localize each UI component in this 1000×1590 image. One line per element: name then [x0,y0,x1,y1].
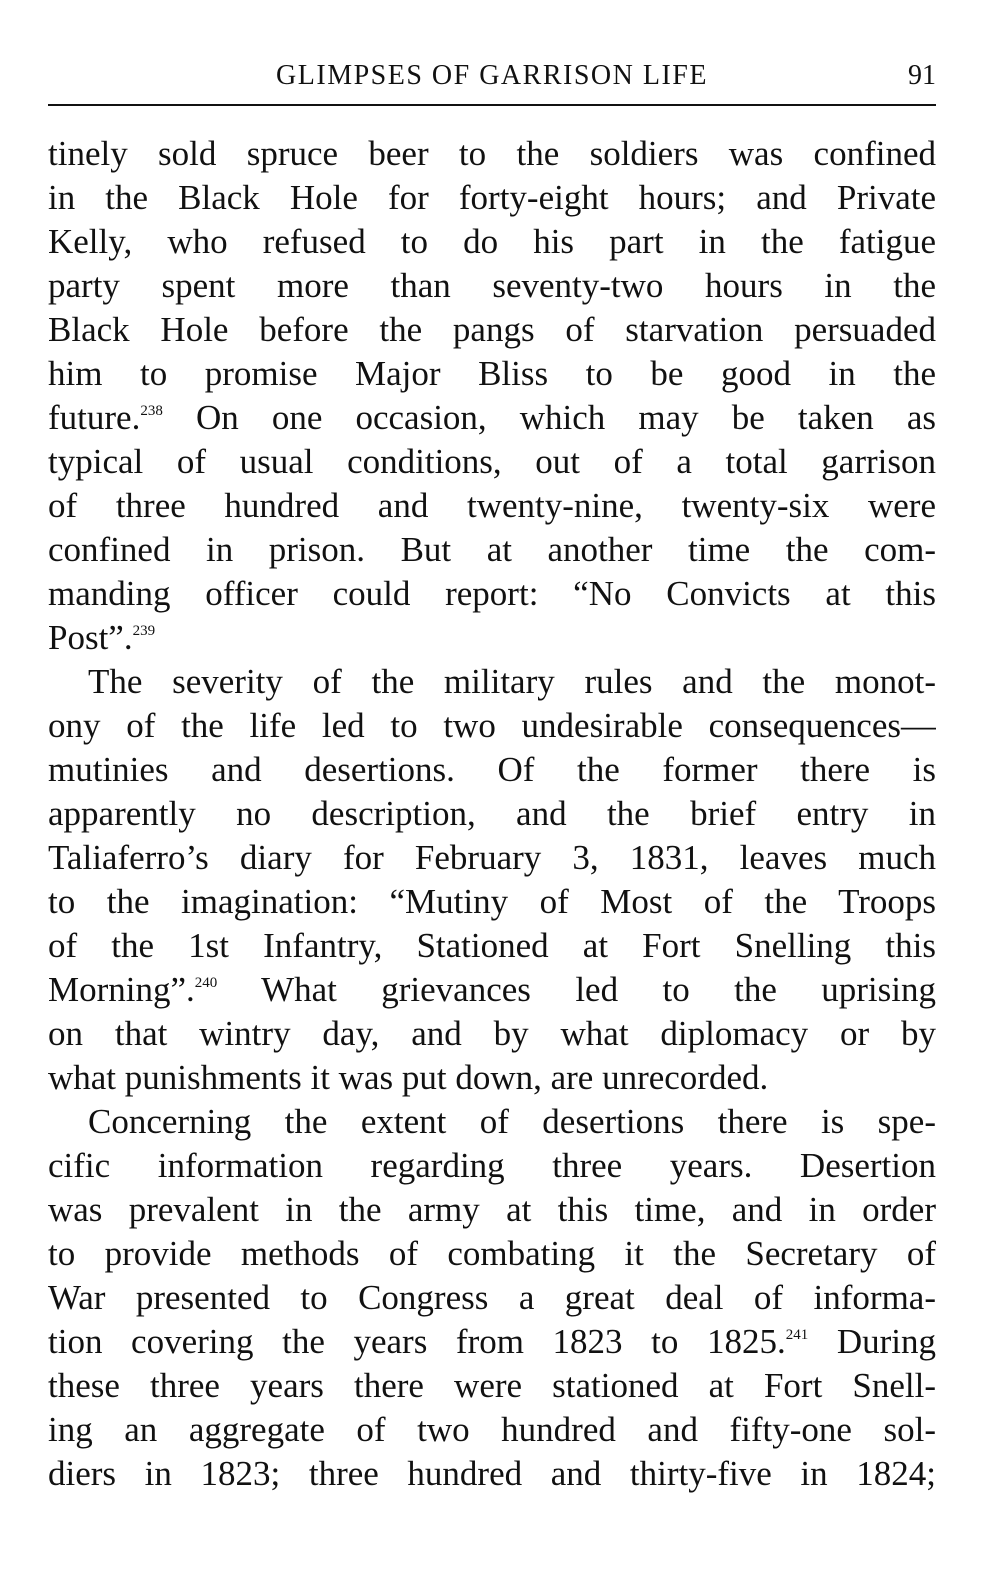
text-line: apparently no description, and the brief entry in [48,794,936,833]
text-line: these three years there were stationed at Fort Snell- [48,1366,936,1405]
text-line: what punishments it was put down, are unrecorded. [48,1058,769,1097]
text-line: to provide methods of combating it the Secretary of [48,1234,936,1273]
text-line [48,396,936,440]
text-line: The severity of the military rules and the monot- [88,662,936,701]
text-line: diers in 1823; three hundred and thirty-five in 1824; [48,1454,936,1493]
text-line: was prevalent in the army at this time, and in order [48,1190,936,1229]
text-line: Concerning the extent of desertions there is spe- [88,1102,936,1141]
header-rule [48,104,936,106]
footnote-ref-239: 239 [132,623,156,639]
text-line: manding officer could report: “No Convicts at this [48,574,936,613]
paragraph-3 [48,1100,936,1496]
text-line: tinely sold spruce beer to the soldiers was confined [48,134,936,173]
running-title: GLIMPSES OF GARRISON LIFE [276,60,708,91]
text-line: War presented to Congress a great deal of informa- [48,1278,936,1317]
text-line: ing an aggregate of two hundred and fifty-one sol- [48,1410,936,1449]
paragraph-1 [48,132,936,660]
text-line: Black Hole before the pangs of starvation persuaded [48,310,936,349]
text-line: Taliaferro’s diary for February 3, 1831, leaves much [48,838,936,877]
text-line: him to promise Major Bliss to be good in the [48,354,936,393]
text-line: of three hundred and twenty-nine, twenty-six were [48,486,936,525]
text-run: During [808,1322,936,1361]
text-line: of the 1st Infantry, Stationed at Fort Snelling this [48,926,936,965]
body-text [48,132,936,1496]
footnote-ref-238: 238 [140,403,163,419]
text-line: typical of usual conditions, out of a total garrison [48,442,936,481]
text-line: to the imagination: “Mutiny of Most of the Troops [48,882,936,921]
text-line: Kelly, who refused to do his part in the fatigue [48,222,936,261]
text-run: What grievances led to the uprising [217,970,936,1009]
text-line [48,616,936,660]
text-run: On one occasion, which may be taken as [162,398,936,437]
text-run: future. [48,398,141,437]
text-run: Morning”. [48,970,195,1009]
text-line: ony of the life led to two undesirable consequences— [48,706,936,745]
text-run: tion covering the years from 1823 to 1825. [48,1322,786,1361]
text-line [48,1320,936,1364]
running-head [48,58,936,94]
footnote-ref-240: 240 [194,975,218,991]
text-line: mutinies and desertions. Of the former there is [48,750,936,789]
text-line: on that wintry day, and by what diplomacy or by [48,1014,936,1053]
paragraph-2 [48,660,936,1100]
footnote-ref-241: 241 [785,1327,809,1343]
page-number: 91 [908,60,936,91]
text-line: in the Black Hole for forty-eight hours; and Private [48,178,936,217]
text-line [48,968,936,1012]
text-line: confined in prison. But at another time the com- [48,530,936,569]
text-line: party spent more than seventy-two hours in the [48,266,936,305]
text-run: Post”. [48,618,133,657]
text-line: cific information regarding three years. Desertion [48,1146,936,1185]
